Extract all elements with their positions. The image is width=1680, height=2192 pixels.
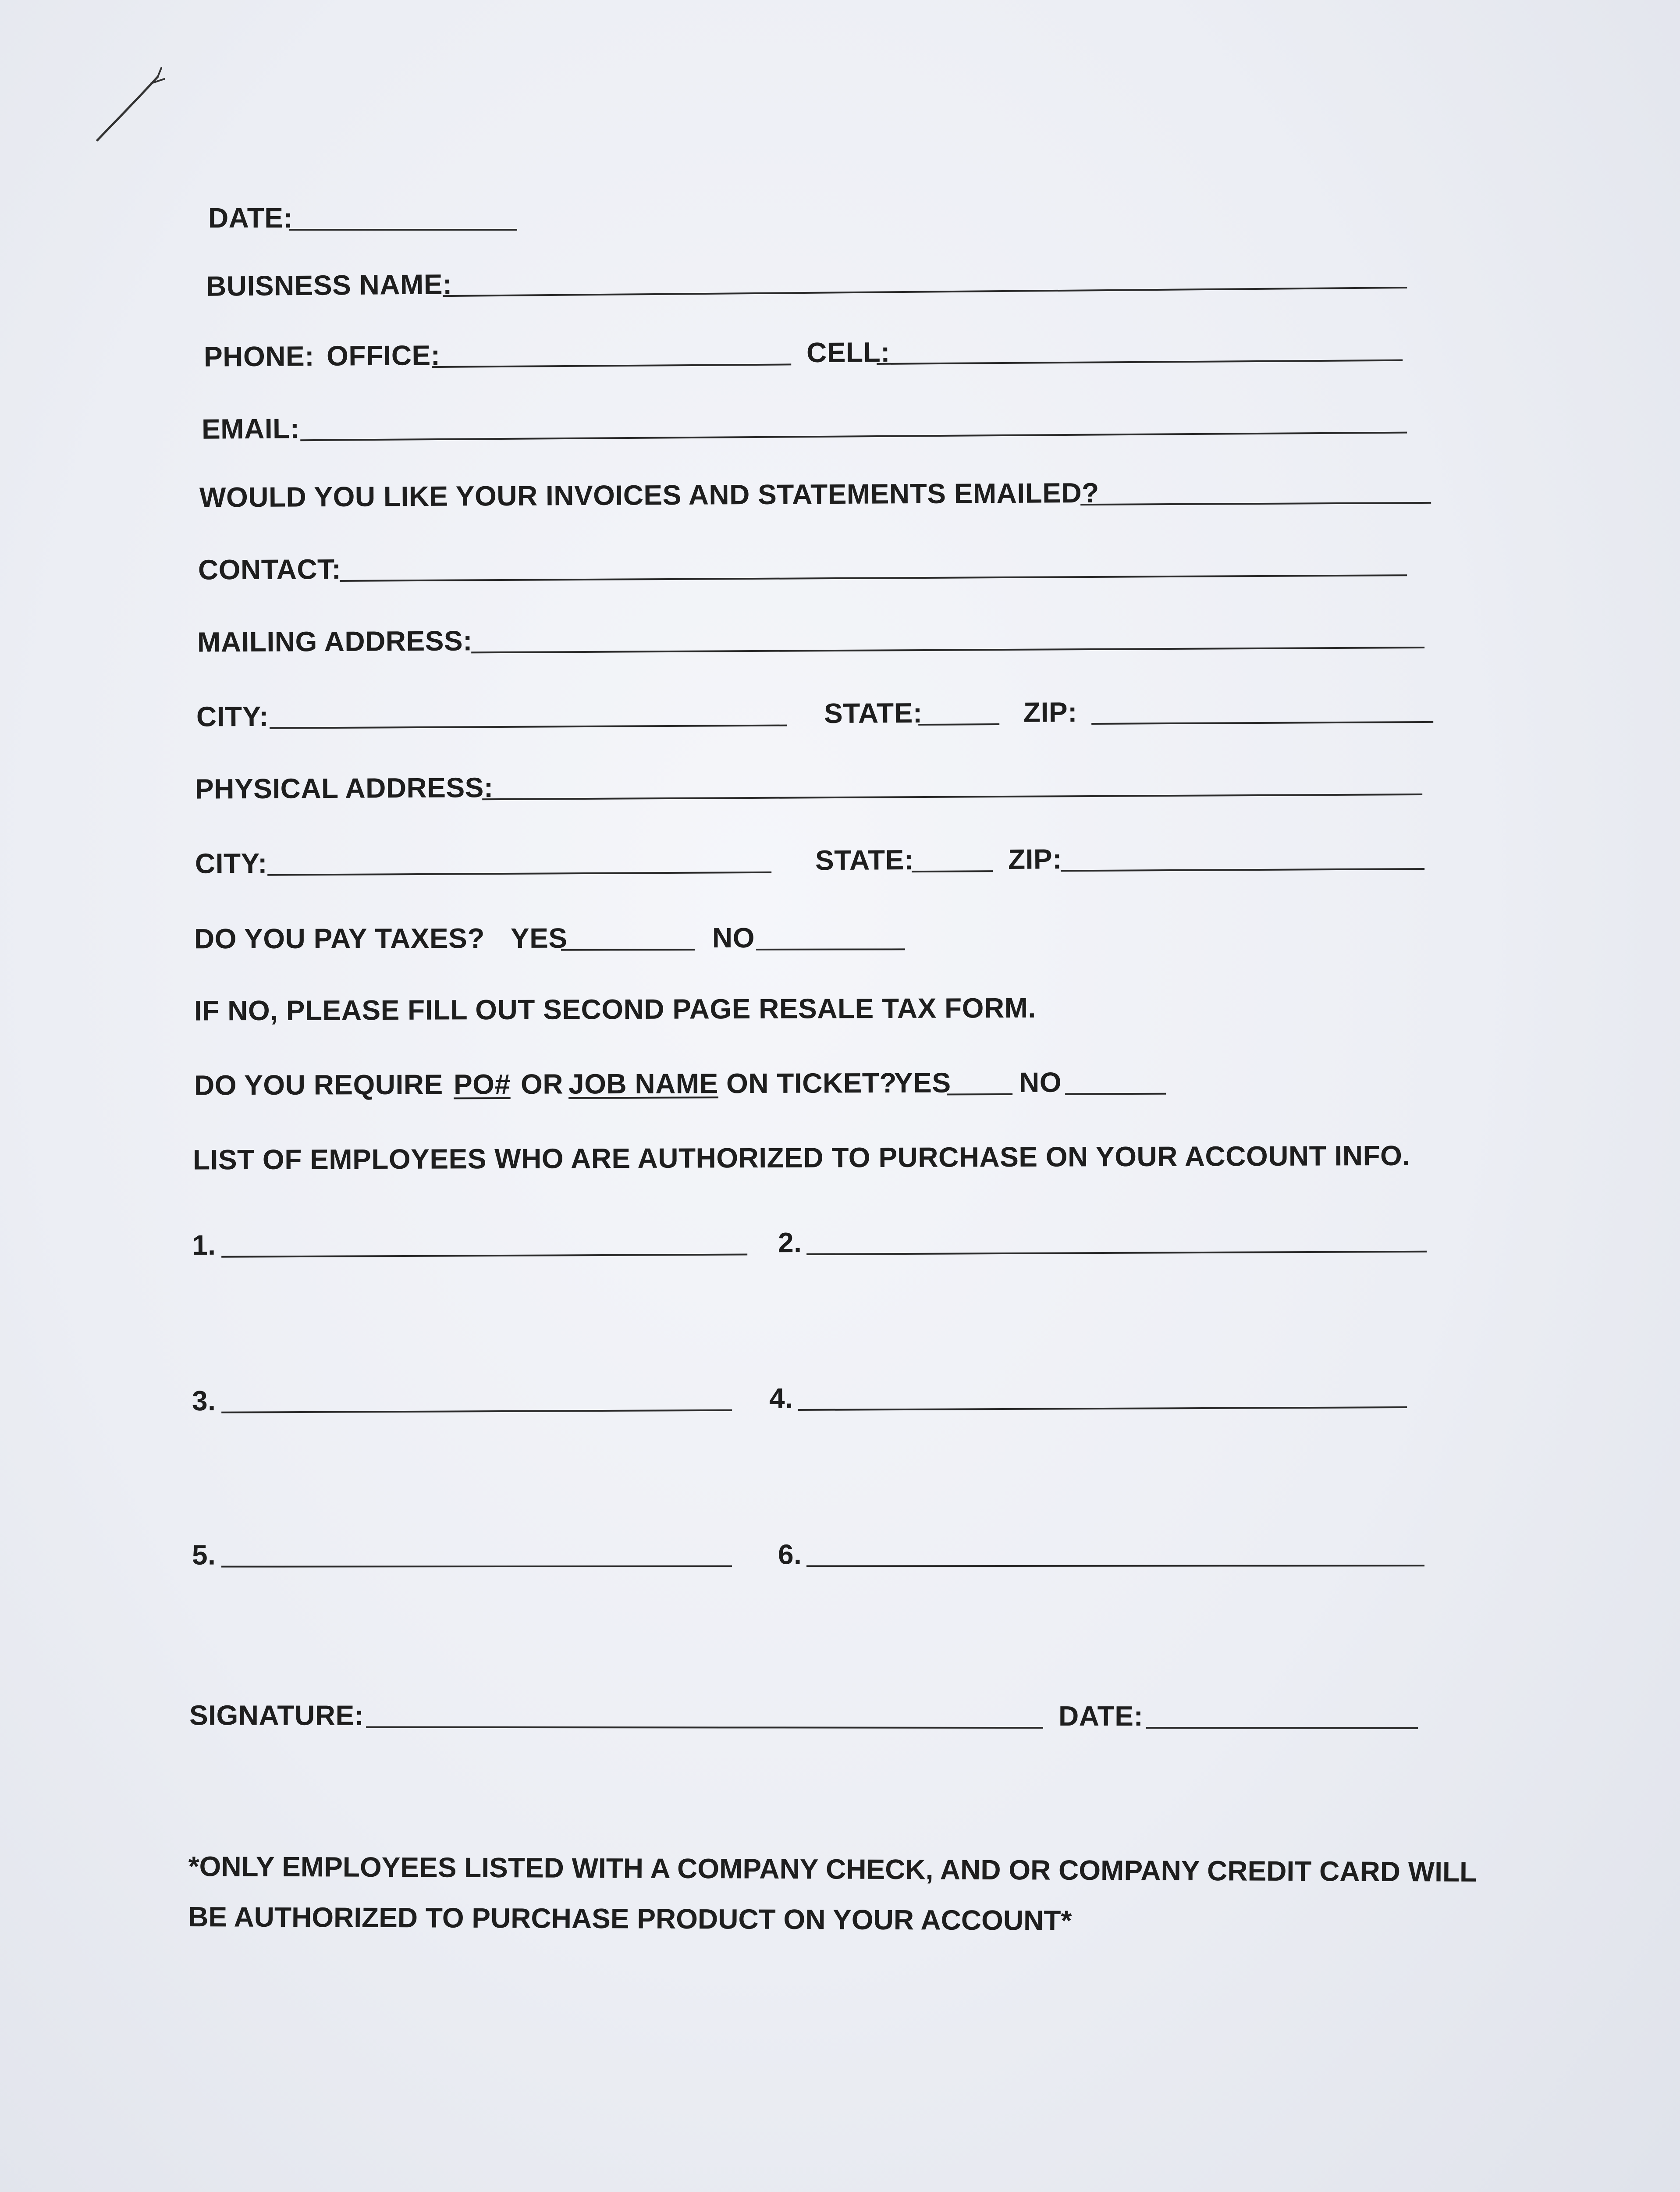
email-label: EMAIL: xyxy=(201,413,300,445)
employee-4-field[interactable] xyxy=(798,1406,1407,1411)
employee-5-field[interactable] xyxy=(221,1566,732,1568)
email-field[interactable] xyxy=(300,432,1407,441)
business-name-field[interactable] xyxy=(443,287,1407,297)
mailing-city-label: CITY: xyxy=(196,700,269,733)
resale-note: IF NO, PLEASE FILL OUT SECOND PAGE RESALE TAX FORM. xyxy=(194,992,1036,1027)
require-prefix: DO YOU REQUIRE xyxy=(194,1068,443,1101)
physical-state-label: STATE: xyxy=(815,844,914,876)
footnote-line-1: *ONLY EMPLOYEES LISTED WITH A COMPANY CHECK, AND OR COMPANY CREDIT CARD WILL xyxy=(188,1850,1477,1888)
taxes-question: DO YOU PAY TAXES? xyxy=(194,922,485,955)
date-label: DATE: xyxy=(208,202,293,234)
employees-row-2 xyxy=(0,1365,1680,1420)
mailing-zip-field[interactable] xyxy=(1091,721,1433,725)
employee-number-4: 4. xyxy=(769,1382,793,1414)
physical-address-field[interactable] xyxy=(482,794,1422,800)
physical-city-field[interactable] xyxy=(267,872,771,876)
employee-number-2: 2. xyxy=(778,1227,802,1259)
physical-state-field[interactable] xyxy=(912,870,993,872)
invoices-question: WOULD YOU LIKE YOUR INVOICES AND STATEMENTS EMAILED? xyxy=(199,477,1099,513)
mailing-city-field[interactable] xyxy=(270,725,787,729)
mailing-address-row xyxy=(0,605,1680,662)
signature-field[interactable] xyxy=(366,1726,1043,1729)
pen-check-mark xyxy=(88,66,175,153)
resale-note-row xyxy=(0,976,1680,1030)
invoices-field[interactable] xyxy=(1080,502,1431,505)
physical-city-label: CITY: xyxy=(195,847,268,879)
physical-zip-label: ZIP: xyxy=(1008,843,1062,875)
mailing-city-row xyxy=(0,680,1680,737)
taxes-no-field[interactable] xyxy=(756,948,905,950)
employee-6-field[interactable] xyxy=(806,1565,1424,1567)
ticket-yes-label: YES xyxy=(894,1067,951,1099)
physical-address-row xyxy=(0,752,1680,809)
business-name-row xyxy=(0,244,1680,307)
invoices-row xyxy=(0,460,1680,517)
employees-heading: LIST OF EMPLOYEES WHO ARE AUTHORIZED TO PURCHASE ON YOUR ACCOUNT INFO. xyxy=(192,1139,1410,1176)
mailing-state-label: STATE: xyxy=(824,697,923,729)
physical-zip-field[interactable] xyxy=(1061,868,1424,872)
employee-number-1: 1. xyxy=(192,1229,216,1261)
po-label: PO# xyxy=(453,1068,511,1100)
po-job-row xyxy=(0,1051,1680,1105)
business-name-label: BUISNESS NAME: xyxy=(206,268,453,302)
taxes-row xyxy=(0,907,1680,958)
physical-city-row xyxy=(0,826,1680,883)
mailing-state-field[interactable] xyxy=(918,723,999,726)
email-row xyxy=(0,389,1680,449)
signature-row xyxy=(0,1686,1680,1735)
employee-number-3: 3. xyxy=(192,1384,216,1417)
mailing-zip-label: ZIP: xyxy=(1023,696,1078,728)
office-label: OFFICE: xyxy=(326,339,440,372)
date-row xyxy=(0,189,1680,237)
taxes-no-label: NO xyxy=(712,922,755,954)
employee-3-field[interactable] xyxy=(221,1409,732,1413)
mailing-address-field[interactable] xyxy=(471,647,1424,653)
or-label: OR xyxy=(520,1068,564,1100)
signature-label: SIGNATURE: xyxy=(189,1699,364,1731)
office-phone-field[interactable] xyxy=(432,363,791,368)
employees-row-1 xyxy=(0,1209,1680,1265)
employees-heading-row xyxy=(0,1125,1680,1179)
date-field[interactable] xyxy=(289,229,517,231)
employee-1-field[interactable] xyxy=(221,1254,747,1258)
footnote-line-2: BE AUTHORIZED TO PURCHASE PRODUCT ON YOUR ACCOUNT* xyxy=(188,1900,1072,1936)
cell-phone-field[interactable] xyxy=(877,359,1403,365)
employees-row-3 xyxy=(0,1524,1680,1574)
signature-date-field[interactable] xyxy=(1146,1727,1418,1729)
phone-label: PHONE: xyxy=(203,340,315,373)
ticket-no-field[interactable] xyxy=(1065,1093,1166,1095)
ticket-yes-field[interactable] xyxy=(947,1093,1012,1096)
phone-row xyxy=(0,317,1680,377)
taxes-yes-field[interactable] xyxy=(561,949,695,951)
ticket-no-label: NO xyxy=(1019,1066,1062,1098)
employee-number-6: 6. xyxy=(778,1538,802,1570)
mailing-address-label: MAILING ADDRESS: xyxy=(197,625,473,658)
employee-number-5: 5. xyxy=(192,1539,216,1571)
job-name-label: JOB NAME xyxy=(568,1068,718,1100)
signature-date-label: DATE: xyxy=(1058,1700,1144,1732)
contact-field[interactable] xyxy=(340,574,1407,582)
footnote xyxy=(188,1841,1591,1948)
cell-label: CELL: xyxy=(806,336,891,369)
taxes-yes-label: YES xyxy=(510,922,568,954)
contact-row xyxy=(0,533,1680,590)
contact-label: CONTACT: xyxy=(198,553,341,586)
physical-address-label: PHYSICAL ADDRESS: xyxy=(195,772,494,805)
on-ticket-label: ON TICKET? xyxy=(726,1067,897,1100)
employee-2-field[interactable] xyxy=(806,1251,1427,1255)
